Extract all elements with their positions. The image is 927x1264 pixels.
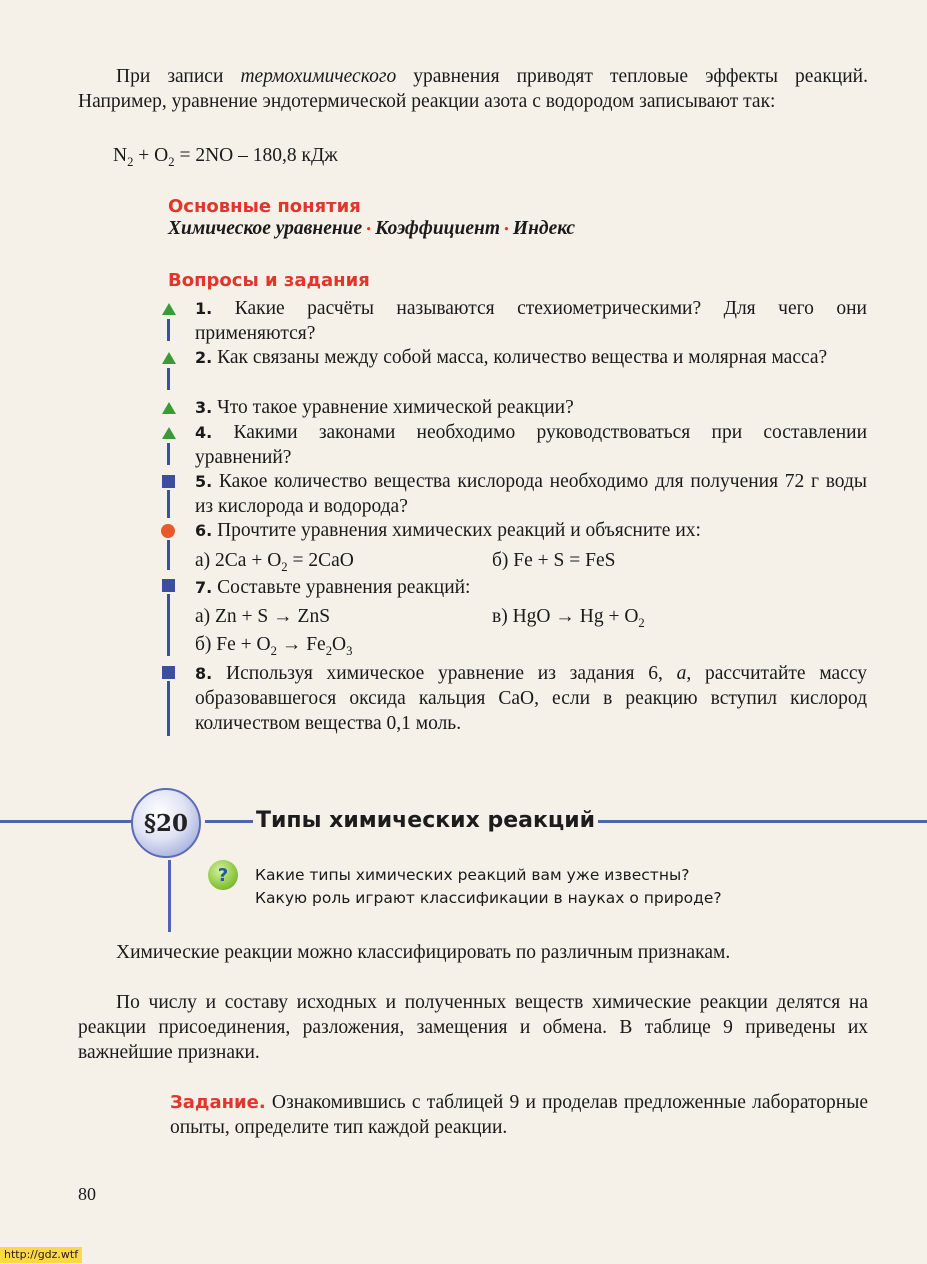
- marker-bar: [167, 490, 170, 518]
- question-7a: а) Zn + S → ZnS: [195, 606, 331, 627]
- question-7: 7. Составьте уравнения реакций:: [195, 577, 471, 598]
- section-lead-1: Какие типы химических реакций вам уже известны?: [255, 866, 690, 884]
- intro-italic: термохимического: [240, 66, 397, 87]
- watermark-link[interactable]: http://gdz.wtf: [0, 1247, 82, 1263]
- green-triangle-icon: [162, 427, 176, 439]
- term-chemical-equation: Химическое уравнение: [168, 218, 363, 239]
- separator-dot: •: [504, 222, 509, 238]
- blue-square-icon: [162, 579, 175, 592]
- orange-circle-icon: [161, 524, 175, 538]
- intro-text-b: уравнения приводят тепловые эффекты реакций. Например, уравнение эндотермической реакции азота с водородом записывают так:: [78, 66, 868, 112]
- task-label: Задание.: [170, 1092, 266, 1113]
- question-4: 4. Какими законами необходимо руководствоваться при составлении уравнений?: [195, 422, 867, 468]
- question-6b: б) Fe + S = FeS: [492, 550, 616, 571]
- question-1: 1. Какие расчёты называются стехиометрическими? Для чего они применяются?: [195, 298, 867, 344]
- section-badge-label: §20: [143, 809, 189, 837]
- concepts-heading: Основные понятия: [168, 196, 361, 217]
- questions-heading: Вопросы и задания: [168, 270, 370, 291]
- section-lead-2: Какую роль играют классификации в науках о природе?: [255, 889, 722, 907]
- green-triangle-icon: [162, 303, 176, 315]
- marker-bar: [167, 443, 170, 465]
- question-2: 2. Как связаны между собой масса, количество вещества и молярная масса?: [195, 347, 828, 368]
- term-index: Индекс: [512, 218, 576, 239]
- question-7v: в) HgO → $Hg + O_2$: [492, 606, 645, 630]
- intro-paragraph: [78, 64, 868, 114]
- section-rule-right: [205, 820, 253, 823]
- question-7b: б) $Fe + O_2 \to Fe_2O_3$: [195, 634, 353, 658]
- marker-bar: [167, 368, 170, 390]
- marker-bar: [167, 319, 170, 341]
- green-triangle-icon: [162, 402, 176, 414]
- concepts-terms: [168, 218, 575, 240]
- question-8: 8. Используя химическое уравнение из задания 6, а, рассчитайте массу образовавшегося оксида кальция CaO, если в реакцию вступил кислород количеством вещества 0,1 моль.: [195, 663, 868, 734]
- marker-bar: [167, 594, 170, 656]
- separator-dot: •: [366, 222, 372, 238]
- question-6a: а) $2Ca + O_2 = 2CaO$: [195, 550, 354, 574]
- intro-text-a: При записи: [116, 66, 241, 87]
- section-badge: [131, 788, 201, 858]
- section-rule-left: [0, 820, 135, 823]
- page-number: 80: [78, 1184, 96, 1204]
- section-rule-far-right: [598, 820, 927, 823]
- green-triangle-icon: [162, 352, 176, 364]
- blue-square-icon: [162, 475, 175, 488]
- question-6: 6. Прочтите уравнения химических реакций и объясните их:: [195, 520, 701, 541]
- task-text: Ознакомившись с таблицей 9 и проделав предложенные лабораторные опыты, определите тип каждой реакции.: [170, 1092, 868, 1138]
- body-paragraph-2: По числу и составу исходных и полученных веществ химические реакции делятся на реакции присоединения, разложения, замещения и обмена. В таблице 9 приведены их важнейшие признаки.: [78, 992, 868, 1063]
- section-vertical-rule: [168, 860, 171, 932]
- marker-bar: [167, 540, 170, 570]
- marker-bar: [167, 681, 170, 736]
- term-coefficient: Коэффициент: [375, 218, 501, 239]
- intro-equation: $N_2 + O_2 = 2NO - 180,8$ кДж: [113, 145, 338, 169]
- question-3: 3. Что такое уравнение химической реакции?: [195, 397, 574, 418]
- body-paragraph-1: Химические реакции можно классифицировать по различным признакам.: [116, 942, 731, 963]
- task-paragraph: [170, 1090, 868, 1140]
- section-title: Типы химических реакций: [256, 808, 596, 833]
- question-5: 5. Какое количество вещества кислорода необходимо для получения 72 г воды из кислорода и водорода?: [195, 471, 867, 517]
- question-mark-icon: ?: [208, 860, 238, 890]
- blue-square-icon: [162, 666, 175, 679]
